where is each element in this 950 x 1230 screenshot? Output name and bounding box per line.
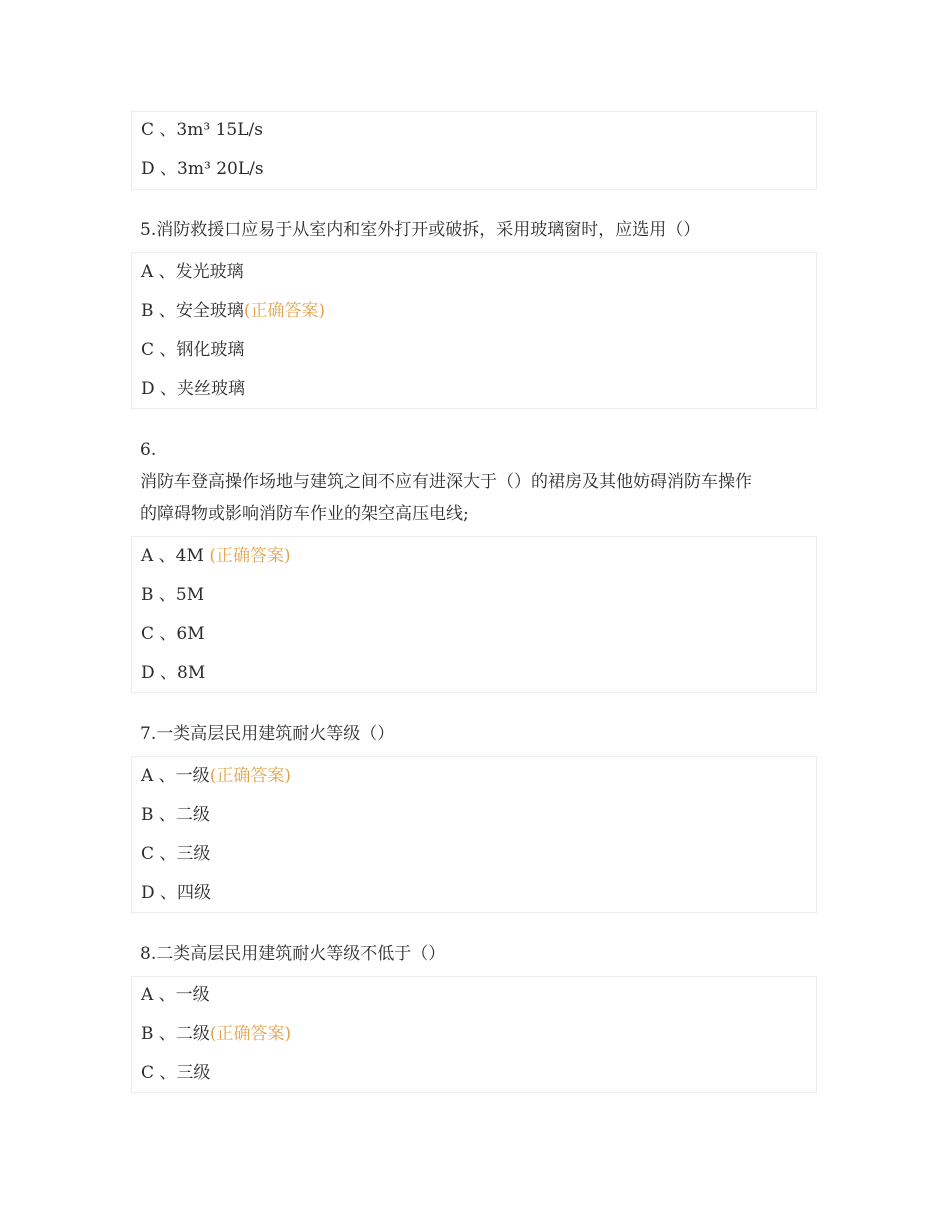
q4-option-d[interactable]: [141, 158, 264, 180]
q7-correct-marker: (正确答案): [209, 766, 291, 786]
q6-option-d-label: D 、8M: [141, 663, 206, 683]
q7-option-c[interactable]: [141, 843, 210, 865]
q6-option-b-label: B 、5M: [141, 585, 205, 605]
q6-option-a-label: A 、4M: [141, 546, 210, 566]
q6-option-a[interactable]: [141, 545, 291, 567]
q6-stem-line2: 的障碍物或影响消防车作业的架空高压电线;: [140, 504, 469, 524]
q8-correct-marker: (正确答案): [209, 1024, 292, 1044]
q6-option-c[interactable]: [141, 623, 205, 645]
q5-option-d[interactable]: [141, 378, 245, 400]
q6-option-b[interactable]: [141, 584, 204, 606]
q5-option-d-label: D 、夹丝玻璃: [141, 379, 246, 399]
q8-stem: [140, 938, 820, 970]
q4-option-d-label: D 、3m³ 20L/s: [141, 159, 264, 179]
q8-stem-text: 8.二类高层民用建筑耐火等级不低于（）: [140, 944, 446, 964]
q7-option-d[interactable]: [141, 882, 211, 904]
q7-stem-text: 7.一类高层民用建筑耐火等级（）: [140, 724, 395, 744]
q8-option-a-label: A 、一级: [141, 985, 210, 1005]
q6-options-box: [131, 536, 817, 693]
q5-option-b-label: B 、安全玻璃: [141, 301, 244, 321]
q7-option-a[interactable]: [141, 765, 291, 787]
q8-options-box: [131, 976, 817, 1093]
q4-options-box: [131, 111, 817, 190]
q6-number: 6.: [140, 440, 157, 460]
q6-option-c-label: C 、6M: [141, 624, 205, 644]
q7-option-d-label: D 、四级: [141, 883, 212, 903]
q7-stem: [140, 718, 820, 750]
q5-options-box: [131, 252, 817, 409]
q7-option-b-label: B 、二级: [141, 805, 210, 825]
q6-stem: [140, 434, 820, 530]
q8-option-c[interactable]: [141, 1062, 210, 1084]
q5-option-b[interactable]: [141, 300, 325, 322]
q6-stem-line1: 消防车登高操作场地与建筑之间不应有进深大于（）的裙房及其他妨碍消防车操作: [140, 472, 752, 492]
q5-option-a[interactable]: [141, 261, 244, 283]
q7-option-c-label: C 、三级: [141, 844, 211, 864]
q4-option-c[interactable]: [141, 119, 263, 141]
q8-option-a[interactable]: [141, 984, 210, 1006]
q5-option-c-label: C 、钢化玻璃: [141, 340, 245, 360]
q5-option-c[interactable]: [141, 339, 244, 361]
q8-option-c-label: C 、三级: [141, 1063, 211, 1083]
q5-stem-text: 5.消防救援口应易于从室内和室外打开或破拆，采用玻璃窗时，应选用（）: [140, 220, 701, 240]
q7-option-a-label: A 、一级: [141, 766, 210, 786]
q8-option-b-label: B 、二级: [141, 1024, 210, 1044]
q7-options-box: [131, 756, 817, 913]
q6-correct-marker: (正确答案): [209, 546, 291, 566]
q4-option-c-label: C 、3m³ 15L/s: [141, 120, 263, 140]
q6-option-d[interactable]: [141, 662, 205, 684]
q8-option-b[interactable]: [141, 1023, 291, 1045]
q5-stem: [140, 214, 820, 246]
q5-correct-marker: (正确答案): [243, 301, 326, 321]
q7-option-b[interactable]: [141, 804, 210, 826]
q5-option-a-label: A 、发光玻璃: [141, 262, 244, 282]
